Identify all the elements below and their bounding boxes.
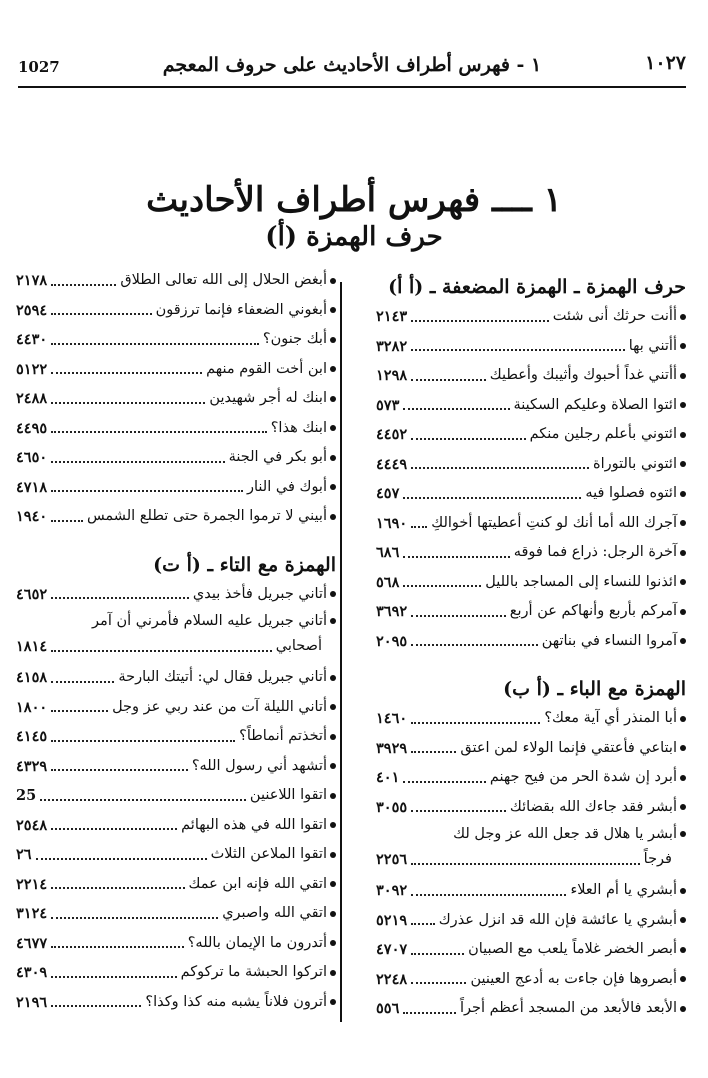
- hadith-number: ٢١٤٣: [376, 308, 408, 325]
- hadith-number: ٤٤٣٠: [16, 331, 48, 348]
- leader-dots: [403, 1012, 456, 1014]
- entry-text: أبشري يا أم العلاء: [570, 882, 677, 898]
- bullet-icon: [680, 638, 686, 644]
- entry-text: أبشر يا هلال قد جعل الله عز وجل لك: [453, 826, 677, 842]
- hadith-number: ٤٤٩٥: [16, 419, 48, 437]
- entry-list-hamza-ba: [376, 704, 686, 1024]
- entry-text: آجرك الله أما أنك لو كنتِ أعطيتها أخوالكِ: [431, 514, 677, 531]
- index-entry: [16, 414, 336, 444]
- leader-dots: [411, 923, 435, 925]
- leader-dots: [51, 343, 259, 345]
- leader-dots: [40, 799, 246, 801]
- index-entry: [16, 473, 336, 503]
- leader-dots: [51, 917, 218, 919]
- section-title-hamza-ta: الهمزة مع التاء ـ (أ ت): [153, 553, 336, 576]
- hadith-number: ٥١٢٢: [16, 360, 48, 378]
- bullet-icon: [330, 999, 336, 1005]
- section-title-hamza-doubled: حرف الهمزة ـ الهمزة المضعفة ـ (أ أ): [388, 276, 686, 298]
- hadith-number: 25: [16, 787, 37, 804]
- index-entry: [376, 734, 686, 764]
- bullet-icon: [680, 1006, 686, 1012]
- hadith-number: ٢٠٩٥: [376, 632, 408, 650]
- hadith-number: ٣٩٢٩: [376, 739, 408, 757]
- bullet-icon: [680, 343, 686, 349]
- entry-text: ابن أخت القوم منهم: [206, 360, 327, 377]
- bullet-icon: [680, 775, 686, 781]
- entry-text: اتقوا اللاعنين: [249, 787, 327, 803]
- index-entry: [16, 899, 336, 929]
- entry-text: أبيني لا ترموا الجمرة حتى تطلع الشمس: [86, 508, 327, 524]
- index-entry: [376, 450, 686, 480]
- page-number-arabic: ١٠٢٧: [645, 52, 686, 74]
- leader-dots: [403, 585, 481, 587]
- index-entry: [376, 479, 686, 509]
- bullet-icon: [680, 314, 686, 320]
- hadith-number: ٣٠٩٢: [376, 882, 408, 899]
- entry-text-continued: فرجاً: [643, 851, 672, 867]
- hadith-number: ٤٤٥٢: [376, 426, 408, 443]
- index-entry: [376, 302, 686, 332]
- bullet-icon: [330, 970, 336, 976]
- entry-text: أأتني بها: [628, 337, 677, 354]
- index-entry: [16, 609, 336, 663]
- index-entry: [376, 994, 686, 1024]
- entry-text: اتقوا الله في هذه البهائم: [181, 816, 327, 833]
- entry-text: أبشري يا عائشة فإن الله قد انزل عذرك: [438, 911, 677, 928]
- entry-text: أتاني جبريل عليه السلام فأمرني أن آمر: [92, 613, 327, 629]
- leader-dots: [403, 408, 509, 410]
- hadith-number: ٥٥٦: [376, 1000, 400, 1017]
- bullet-icon: [680, 609, 686, 615]
- hadith-number: ١٦٩٠: [376, 514, 408, 532]
- index-entry: [376, 332, 686, 362]
- leader-dots: [51, 976, 176, 978]
- bullet-icon: [330, 734, 336, 740]
- running-title: ١ - فهرس أطراف الأحاديث على حروف المعجم: [162, 54, 542, 76]
- bullet-icon: [330, 763, 336, 769]
- page-subtitle: حرف الهمزة (أ): [265, 222, 443, 252]
- index-entry: [376, 627, 686, 657]
- hadith-number: ٥٧٣: [376, 396, 400, 414]
- hadith-number: ٢٤٨٨: [16, 390, 48, 407]
- leader-dots: [411, 615, 506, 617]
- bullet-icon: [330, 911, 336, 917]
- leader-dots: [411, 438, 525, 440]
- index-entry: [376, 420, 686, 450]
- hadith-number: ٢٥٤٨: [16, 816, 48, 834]
- hadith-number: ٤٤٤٩: [376, 455, 408, 473]
- index-entry: [16, 266, 336, 296]
- entry-text: آخرة الرجل: ذراع فما فوقه: [513, 544, 677, 560]
- bullet-icon: [330, 822, 336, 828]
- entry-text: ائتوني بالتوراة: [592, 455, 677, 472]
- hadith-number: ٣٦٩٢: [376, 603, 408, 620]
- hadith-number: ٤٣٢٩: [16, 757, 48, 775]
- hadith-number: ٤١٤٥: [16, 728, 48, 745]
- index-entry: [16, 325, 336, 355]
- bullet-icon: [330, 618, 336, 624]
- entry-text: ائتوني بأعلم رجلين منكم: [529, 426, 677, 442]
- entry-text-continued: أصحابي: [275, 638, 322, 654]
- bullet-icon: [680, 373, 686, 379]
- leader-dots: [36, 858, 207, 860]
- hadith-number: ١٩٤٠: [16, 508, 48, 525]
- index-entry: [376, 965, 686, 995]
- index-entry: [376, 597, 686, 627]
- leader-dots: [51, 887, 184, 889]
- hadith-number: ٢٢٤٨: [376, 970, 408, 988]
- entry-list-hamza-doubled: [376, 302, 686, 656]
- bullet-icon: [330, 337, 336, 343]
- column-divider: [340, 282, 342, 1022]
- entry-text: آمركم بأربع وأنهاكم عن أربع: [509, 603, 677, 619]
- bullet-icon: [680, 745, 686, 751]
- leader-dots: [51, 284, 116, 286]
- entry-text: أتاني جبريل فأخذ بيدي: [192, 585, 327, 602]
- hadith-number: ١٢٩٨: [376, 367, 408, 384]
- hadith-number: ٢١٧٨: [16, 272, 48, 289]
- index-entry: [16, 958, 336, 988]
- bullet-icon: [330, 307, 336, 313]
- hadith-number: ١٨٠٠: [16, 698, 48, 716]
- leader-dots: [51, 828, 177, 830]
- index-entry: [376, 935, 686, 965]
- left-column: [16, 266, 336, 1017]
- entry-text: أبوك في النار: [247, 478, 327, 495]
- entry-text: أبصروها فإن جاءت به أدعج العينين: [470, 970, 677, 987]
- hadith-number: ٣٢٨٢: [376, 337, 408, 355]
- hadith-number: ١٨١٤: [16, 638, 48, 655]
- bullet-icon: [330, 704, 336, 710]
- entry-text: أتخذتم أنماطاً؟: [239, 728, 327, 744]
- hadith-number: ٢٥٩٤: [16, 301, 48, 319]
- index-entry: [16, 988, 336, 1018]
- bullet-icon: [330, 514, 336, 520]
- running-header: [18, 48, 686, 86]
- index-entry: [16, 781, 336, 811]
- index-entry: [376, 538, 686, 568]
- index-entry: [376, 361, 686, 391]
- leader-dots: [411, 751, 456, 753]
- entry-text: أبا المنذر أي آية معك؟: [544, 710, 677, 726]
- hadith-number: ٤٦٥٠: [16, 449, 48, 466]
- bullet-icon: [680, 461, 686, 467]
- entry-text: أبو بكر في الجنة: [228, 449, 327, 465]
- leader-dots: [403, 781, 485, 783]
- bullet-icon: [330, 455, 336, 461]
- hadith-number: ٥٦٨: [376, 573, 400, 591]
- leader-dots: [411, 349, 625, 351]
- index-entry: [376, 568, 686, 598]
- entry-text: أتاني الليلة آت من عند ربي عز وجل: [112, 698, 327, 715]
- entry-list-hamza-ba-continued: [16, 266, 336, 532]
- leader-dots: [411, 894, 566, 896]
- bullet-icon: [680, 888, 686, 894]
- leader-dots: [411, 722, 540, 724]
- section-title-hamza-ba: الهمزة مع الباء ـ (أ ب): [503, 678, 686, 700]
- bullet-icon: [680, 520, 686, 526]
- entry-text: ابنك له أجر شهيدين: [209, 390, 327, 406]
- index-entry: [16, 870, 336, 900]
- leader-dots: [411, 982, 466, 984]
- entry-text: أأتني غداً أحبوك وأثيبك وأعطيك: [489, 367, 677, 383]
- leader-dots: [411, 644, 538, 646]
- entry-text: اتقي الله واصبري: [222, 905, 327, 921]
- hadith-number: ٤٥٧: [376, 485, 400, 502]
- index-entry: [16, 693, 336, 723]
- right-column: [376, 272, 686, 1024]
- index-entry: [376, 509, 686, 539]
- entry-text: ائتوه فصلوا فيه: [585, 485, 677, 501]
- index-entry: [16, 811, 336, 841]
- bullet-icon: [330, 852, 336, 858]
- hadith-number: ٤٦٥٢: [16, 585, 48, 603]
- hadith-number: ٢٢٥٦: [376, 851, 408, 868]
- page-title: ١ ــــ فهرس أطراف الأحاديث: [146, 180, 562, 220]
- leader-dots: [51, 946, 184, 948]
- bullet-icon: [330, 366, 336, 372]
- bullet-icon: [680, 402, 686, 408]
- leader-dots: [51, 1005, 141, 1007]
- index-entry: [376, 822, 686, 876]
- leader-dots: [51, 740, 235, 742]
- bullet-icon: [680, 716, 686, 722]
- index-entry: [16, 722, 336, 752]
- index-entry: [16, 929, 336, 959]
- index-entry: [16, 443, 336, 473]
- index-entry: [16, 840, 336, 870]
- leader-dots: [51, 431, 267, 433]
- bullet-icon: [330, 675, 336, 681]
- index-entry: [376, 391, 686, 421]
- bullet-icon: [330, 881, 336, 887]
- bullet-icon: [680, 432, 686, 438]
- index-entry: [16, 663, 336, 693]
- index-entry: [16, 580, 336, 610]
- leader-dots: [51, 710, 108, 712]
- entry-text: أتاني جبريل فقال لي: أتيتك البارحة: [118, 669, 327, 685]
- entry-text: ابتاعي فأعتقي فإنما الولاء لمن اعتق: [460, 739, 677, 756]
- bullet-icon: [680, 579, 686, 585]
- bullet-icon: [680, 917, 686, 923]
- entry-text: أترون فلاناً يشبه منه كذا وكذا؟: [145, 993, 327, 1010]
- hadith-number: ٢٦: [16, 846, 32, 863]
- leader-dots: [51, 372, 202, 374]
- entry-text: اتقي الله فإنه ابن عمك: [188, 875, 327, 892]
- entry-text: أتدرون ما الإيمان بالله؟: [187, 934, 327, 951]
- leader-dots: [411, 953, 464, 955]
- leader-dots: [51, 313, 151, 315]
- hadith-number: ٣٠٥٥: [376, 798, 408, 816]
- hadith-number: ٣١٢٤: [16, 905, 48, 922]
- index-entry: [16, 296, 336, 326]
- bullet-icon: [680, 976, 686, 982]
- bullet-icon: [330, 425, 336, 431]
- leader-dots: [51, 650, 272, 652]
- leader-dots: [403, 497, 581, 499]
- leader-dots: [51, 490, 243, 492]
- hadith-number: ٦٨٦: [376, 544, 400, 561]
- entry-text: أبشر فقد جاءك الله بقضائك: [509, 798, 677, 815]
- hadith-number: ٤٧١٨: [16, 478, 48, 496]
- entry-text: ائتوا الصلاة وعليكم السكينة: [513, 396, 677, 413]
- entry-text: اتركوا الحبشة ما تركوكم: [180, 964, 327, 980]
- index-entry: [16, 502, 336, 532]
- hadith-number: ١٤٦٠: [376, 710, 408, 727]
- index-entry: [376, 876, 686, 906]
- leader-dots: [51, 597, 189, 599]
- bullet-icon: [330, 591, 336, 597]
- entry-text: الأبعد فالأبعد من المسجد أعظم أجراً: [459, 1000, 677, 1016]
- index-entry: [376, 793, 686, 823]
- leader-dots: [51, 402, 205, 404]
- bullet-icon: [680, 804, 686, 810]
- hadith-number: ٢١٩٦: [16, 993, 48, 1011]
- leader-dots: [51, 681, 114, 683]
- index-entry: [16, 384, 336, 414]
- bullet-icon: [330, 278, 336, 284]
- entry-text: أبك جنون؟: [262, 331, 327, 347]
- bullet-icon: [330, 484, 336, 490]
- bullet-icon: [680, 831, 686, 837]
- page-number-latin: 1027: [18, 58, 60, 76]
- entry-text: ائذنوا للنساء إلى المساجد بالليل: [485, 573, 677, 590]
- entry-text: أبغض الحلال إلى الله تعالى الطلاق: [120, 272, 327, 288]
- bullet-icon: [680, 550, 686, 556]
- entry-text: آمروا النساء في بناتهن: [541, 632, 677, 649]
- bullet-icon: [680, 947, 686, 953]
- bullet-icon: [680, 491, 686, 497]
- leader-dots: [411, 863, 640, 865]
- leader-dots: [411, 526, 427, 528]
- entry-text: اتقوا الملاعن الثلاث: [210, 846, 327, 862]
- leader-dots: [51, 769, 188, 771]
- hadith-number: ٥٢١٩: [376, 911, 408, 929]
- index-entry: [376, 704, 686, 734]
- entry-text: أأنت حرثك أنى شئت: [552, 308, 677, 324]
- leader-dots: [411, 467, 589, 469]
- index-entry: [376, 906, 686, 936]
- hadith-number: ٤٠١: [376, 769, 400, 786]
- hadith-number: ٤٣٠٩: [16, 964, 48, 981]
- bullet-icon: [330, 396, 336, 402]
- leader-dots: [411, 810, 506, 812]
- bullet-icon: [330, 940, 336, 946]
- entry-list-hamza-ta: [16, 580, 336, 1018]
- leader-dots: [403, 556, 509, 558]
- leader-dots: [51, 461, 224, 463]
- entry-text: أبغوني الضعفاء فإنما ترزقون: [155, 301, 327, 318]
- entry-text: ابنك هذا؟: [270, 419, 327, 436]
- leader-dots: [411, 320, 549, 322]
- hadith-number: ٤١٥٨: [16, 669, 48, 686]
- bullet-icon: [330, 793, 336, 799]
- hadith-number: ٤٦٧٧: [16, 934, 48, 952]
- index-entry: [16, 752, 336, 782]
- header-rule: [18, 86, 686, 88]
- entry-text: أتشهد أني رسول الله؟: [191, 757, 327, 774]
- index-entry: [376, 763, 686, 793]
- hadith-number: ٤٧٠٧: [376, 941, 408, 958]
- leader-dots: [411, 379, 486, 381]
- entry-text: أبصر الخضر غلاماً يلعب مع الصبيان: [468, 941, 677, 957]
- entry-text: أبرد إن شدة الحر من فيح جهنم: [489, 769, 677, 785]
- hadith-number: ٢٢١٤: [16, 875, 48, 893]
- index-entry: [16, 355, 336, 385]
- leader-dots: [51, 520, 83, 522]
